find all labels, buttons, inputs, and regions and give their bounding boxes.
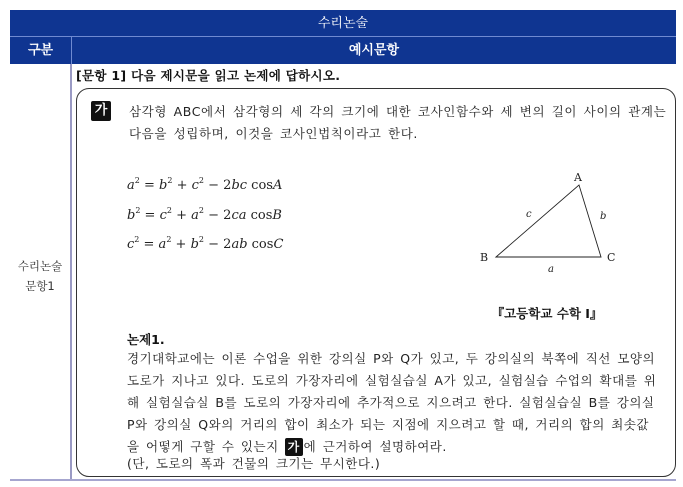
- category-label: [10, 256, 70, 296]
- formula-a: $a^2 = b^2 + c^2 - 2bc$ cosA: [127, 176, 283, 193]
- svg-text:b: b: [600, 211, 607, 222]
- problem-line: 경기대학교에는 이론 수업을 위한 강의실 P와 Q가 있고, 두 강의실의 북쪽에 직선 모양의: [127, 351, 656, 366]
- svg-text:C: C: [607, 251, 616, 264]
- cosine-law-formulas: [127, 169, 283, 258]
- passage-box: [76, 88, 676, 477]
- problem-line: 도로가 지나고 있다. 도로의 가장자리에 실험실습실 A가 있고, 실험실습 수업의 확대를 위: [127, 373, 657, 388]
- category-label-line1: 수리논술: [17, 259, 63, 273]
- table-title: 수리논술: [10, 10, 676, 37]
- column-header-row: [10, 37, 676, 64]
- svg-text:a: a: [548, 264, 554, 272]
- table-bottom-border: [10, 479, 676, 481]
- column-header-example: 예시문항: [348, 43, 400, 58]
- problem-line: 해 실험실습실 B를 도로의 가장자리에 추가적으로 지으려고 한다. 실험실습실 B를 강의실: [127, 395, 655, 410]
- question-heading: [문항 1] 다음 제시문을 읽고 논제에 답하시오.: [76, 68, 341, 83]
- passage-badge: 가: [91, 101, 111, 121]
- svg-text:B: B: [480, 251, 489, 264]
- category-cell: [10, 64, 72, 479]
- problem-title: 논제1.: [127, 332, 165, 347]
- column-header-category: 구분: [10, 37, 72, 64]
- problem-line: P와 강의실 Q와의 거리의 합이 최소가 되는 지점에 지으려고 할 때, 거리의 합의 최솟값: [127, 417, 649, 432]
- category-label-line2: 문항1: [25, 279, 55, 293]
- problem-line-last: 을 어떻게 구할 수 있는지 가 에 근거하여 설명하여라.: [127, 439, 447, 454]
- inline-passage-badge: 가: [285, 438, 303, 456]
- triangle-diagram: [462, 167, 632, 272]
- formula-c: $c^2 = a^2 + b^2 - 2ab$ cosC: [127, 235, 284, 252]
- passage-intro: 삼각형 ABC에서 삼각형의 세 각의 크기에 대한 코사인함수와 세 변의 길이 사이의 관계는 다음을 성립하며, 이것을 코사인법칙이라고 한다.: [129, 104, 667, 141]
- problem-body: [127, 348, 673, 458]
- svg-text:c: c: [526, 209, 532, 220]
- source-citation: 『고등학교 수학 Ⅰ』: [491, 306, 603, 321]
- svg-text:A: A: [574, 171, 582, 184]
- problem-note: (단, 도로의 폭과 건물의 크기는 무시한다.): [127, 456, 381, 471]
- formula-b: $b^2 = c^2 + a^2 - 2ca$ cosB: [127, 205, 282, 223]
